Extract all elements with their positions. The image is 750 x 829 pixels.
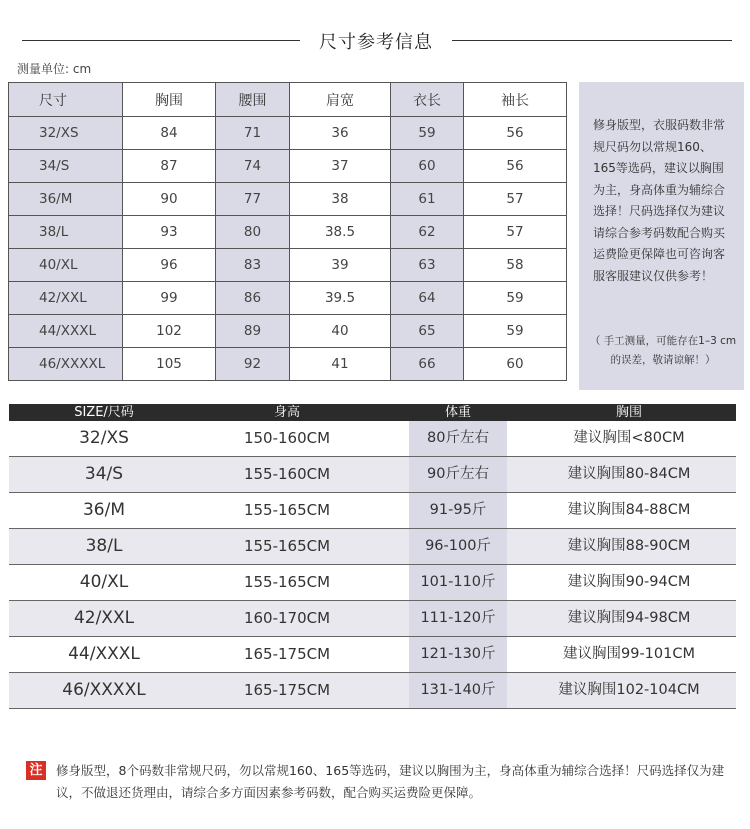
table-header-row bbox=[9, 83, 567, 117]
table-header-row bbox=[9, 404, 736, 421]
cell-chest: 建议胸围88-90CM bbox=[567, 538, 691, 554]
cell-shoulder: 39 bbox=[290, 249, 391, 282]
cell-length: 61 bbox=[391, 183, 464, 216]
cell-length: 63 bbox=[391, 249, 464, 282]
cell-sleeve: 59 bbox=[464, 315, 567, 348]
size-recommendation-table bbox=[9, 404, 736, 709]
cell-size: 44/XXXL bbox=[9, 315, 123, 348]
cell-height: 155-165CM bbox=[243, 573, 331, 591]
cell-shoulder: 40 bbox=[290, 315, 391, 348]
header-height: 身高 bbox=[273, 405, 300, 420]
table-row bbox=[9, 348, 567, 381]
header-weight: 体重 bbox=[444, 405, 471, 420]
cell-shoulder: 39.5 bbox=[290, 282, 391, 315]
cell-waist: 71 bbox=[216, 117, 290, 150]
cell-weight: 121-130斤 bbox=[409, 637, 507, 672]
header-size: 尺寸 bbox=[9, 83, 123, 117]
title-rule-right bbox=[452, 40, 732, 41]
cell-length: 65 bbox=[391, 315, 464, 348]
table-row bbox=[9, 117, 567, 150]
table-row bbox=[9, 150, 567, 183]
cell-size: 34/S bbox=[9, 150, 123, 183]
cell-chest: 84 bbox=[123, 117, 216, 150]
cell-weight: 131-140斤 bbox=[409, 673, 507, 708]
cell-sleeve: 57 bbox=[464, 183, 567, 216]
cell-weight: 101-110斤 bbox=[409, 565, 507, 600]
cell-sleeve: 56 bbox=[464, 117, 567, 150]
cell-chest: 99 bbox=[123, 282, 216, 315]
header-length: 衣长 bbox=[391, 83, 464, 117]
cell-height: 165-175CM bbox=[243, 645, 331, 663]
table-row bbox=[9, 637, 736, 673]
cell-weight: 96-100斤 bbox=[409, 529, 507, 564]
cell-size: 44/XXXL bbox=[68, 644, 140, 664]
cell-height: 155-160CM bbox=[243, 465, 331, 483]
cell-height: 150-160CM bbox=[243, 429, 331, 447]
cell-length: 66 bbox=[391, 348, 464, 381]
page-title: 尺寸参考信息 bbox=[319, 32, 433, 53]
cell-chest: 建议胸围80-84CM bbox=[567, 466, 691, 482]
cell-sleeve: 56 bbox=[464, 150, 567, 183]
title-row bbox=[0, 28, 750, 52]
cell-size: 34/S bbox=[84, 464, 124, 484]
cell-waist: 77 bbox=[216, 183, 290, 216]
cell-chest: 102 bbox=[123, 315, 216, 348]
header-waist: 腰围 bbox=[216, 83, 290, 117]
table-row bbox=[9, 601, 736, 637]
table-row bbox=[9, 529, 736, 565]
note-badge: 注 bbox=[26, 761, 46, 780]
cell-waist: 89 bbox=[216, 315, 290, 348]
cell-size: 36/M bbox=[82, 500, 126, 520]
cell-waist: 86 bbox=[216, 282, 290, 315]
cell-weight: 80斤左右 bbox=[409, 421, 507, 456]
cell-shoulder: 38 bbox=[290, 183, 391, 216]
cell-size: 42/XXL bbox=[73, 608, 135, 628]
cell-weight: 90斤左右 bbox=[409, 457, 507, 492]
cell-height: 155-165CM bbox=[243, 537, 331, 555]
cell-length: 64 bbox=[391, 282, 464, 315]
cell-size: 38/L bbox=[85, 536, 123, 556]
cell-size: 46/XXXXL bbox=[62, 680, 146, 700]
cell-waist: 83 bbox=[216, 249, 290, 282]
cell-shoulder: 37 bbox=[290, 150, 391, 183]
table-row bbox=[9, 565, 736, 601]
measurement-error-note: （ 手工测量，可能存在1–3 cm的误差，敬请谅解！） bbox=[589, 335, 737, 366]
title-rule-left bbox=[22, 40, 300, 41]
cell-size: 32/XS bbox=[79, 428, 129, 448]
cell-chest: 96 bbox=[123, 249, 216, 282]
fit-note-panel bbox=[579, 82, 744, 390]
cell-size: 38/L bbox=[9, 216, 123, 249]
cell-height: 165-175CM bbox=[243, 681, 331, 699]
cell-size: 32/XS bbox=[9, 117, 123, 150]
table-row bbox=[9, 315, 567, 348]
cell-waist: 80 bbox=[216, 216, 290, 249]
cell-size: 40/XL bbox=[9, 249, 123, 282]
cell-waist: 74 bbox=[216, 150, 290, 183]
cell-size: 46/XXXXL bbox=[9, 348, 123, 381]
measurement-unit: 测量单位: cm bbox=[17, 62, 92, 76]
table-row bbox=[9, 249, 567, 282]
cell-length: 60 bbox=[391, 150, 464, 183]
footnote-text: 修身版型，8个码数非常规尺码，勿以常规160、165等选码，建议以胸围为主，身高体重为辅综合选择！尺码选择仅为建议，不做退还货理由，请综合多方面因素参考码数，配合购买运费险更保障。 bbox=[56, 763, 725, 800]
cell-height: 155-165CM bbox=[243, 501, 331, 519]
header-size: SIZE/尺码 bbox=[74, 405, 134, 420]
header-chest: 胸围 bbox=[615, 405, 642, 420]
cell-chest: 建议胸围<80CM bbox=[573, 430, 685, 446]
table-row bbox=[9, 282, 567, 315]
cell-waist: 92 bbox=[216, 348, 290, 381]
cell-length: 62 bbox=[391, 216, 464, 249]
cell-length: 59 bbox=[391, 117, 464, 150]
cell-chest: 建议胸围94-98CM bbox=[567, 610, 691, 626]
cell-size: 36/M bbox=[9, 183, 123, 216]
header-chest: 胸围 bbox=[123, 83, 216, 117]
cell-chest: 90 bbox=[123, 183, 216, 216]
header-sleeve: 袖长 bbox=[464, 83, 567, 117]
cell-sleeve: 59 bbox=[464, 282, 567, 315]
cell-chest: 105 bbox=[123, 348, 216, 381]
cell-shoulder: 38.5 bbox=[290, 216, 391, 249]
cell-height: 160-170CM bbox=[243, 609, 331, 627]
table-row bbox=[9, 183, 567, 216]
table-row bbox=[9, 421, 736, 457]
cell-shoulder: 36 bbox=[290, 117, 391, 150]
cell-chest: 建议胸围84-88CM bbox=[567, 502, 691, 518]
cell-shoulder: 41 bbox=[290, 348, 391, 381]
table-row bbox=[9, 216, 567, 249]
fit-note-text: 修身版型，衣服码数非常规尺码勿以常规160、165等选码，建议以胸围为主，身高体重为辅综合选择！尺码选择仅为建议请综合参考码数配合购买运费险更保障也可咨询客服客服建议仅供参考！ bbox=[593, 118, 726, 283]
cell-chest: 建议胸围90-94CM bbox=[567, 574, 691, 590]
cell-sleeve: 57 bbox=[464, 216, 567, 249]
cell-chest: 建议胸围99-101CM bbox=[563, 646, 695, 662]
cell-size: 42/XXL bbox=[9, 282, 123, 315]
table-row bbox=[9, 457, 736, 493]
cell-weight: 91-95斤 bbox=[409, 493, 507, 528]
cell-sleeve: 60 bbox=[464, 348, 567, 381]
cell-chest: 93 bbox=[123, 216, 216, 249]
header-shoulder: 肩宽 bbox=[290, 83, 391, 117]
cell-sleeve: 58 bbox=[464, 249, 567, 282]
cell-weight: 111-120斤 bbox=[409, 601, 507, 636]
cell-chest: 87 bbox=[123, 150, 216, 183]
measurement-table bbox=[8, 82, 567, 381]
cell-chest: 建议胸围102-104CM bbox=[558, 682, 700, 698]
table-row bbox=[9, 673, 736, 709]
table-row bbox=[9, 493, 736, 529]
cell-size: 40/XL bbox=[79, 572, 129, 592]
